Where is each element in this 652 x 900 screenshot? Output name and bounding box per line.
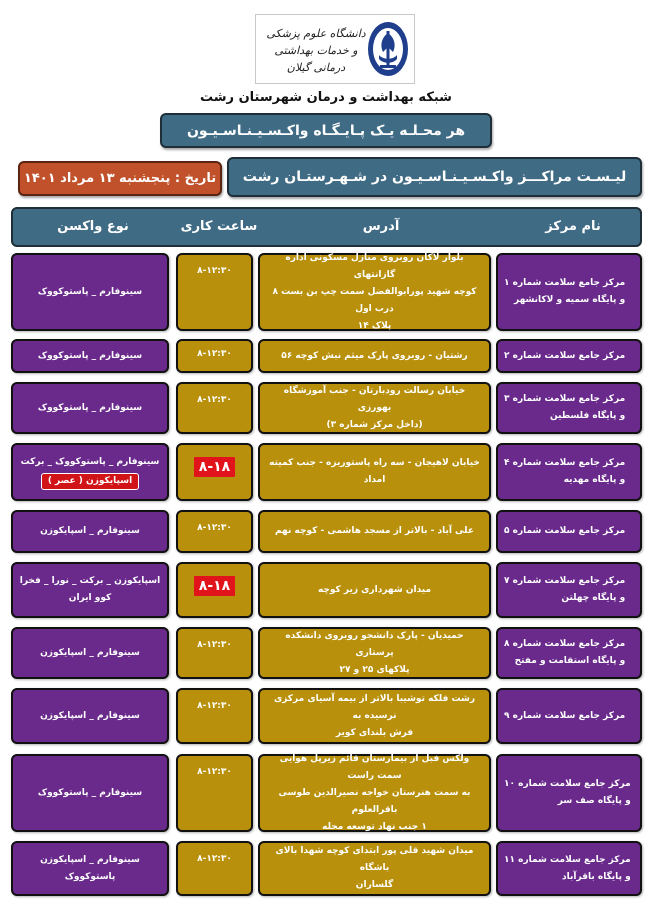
hours-cell: ۸-۱۲:۳۰	[176, 627, 253, 679]
vaccine-cell: سینوفارم _ پاستوکووک	[11, 339, 169, 373]
slogan-banner: هر محـلـه یـک پـایـگـاه واکـسـیـنـاسـیـون	[160, 113, 492, 148]
hours-cell	[176, 443, 253, 501]
vaccine-cell: سینوفارم _ پاستوکووک	[11, 754, 169, 832]
address-cell: رشتیان - روبروی پارک میثم نبش کوچه ۵۶	[258, 339, 491, 373]
hours-cell: ۸-۱۲:۳۰	[176, 382, 253, 434]
column-header-hours: ساعت کاری	[180, 219, 258, 234]
address-cell: میدان شهید قلی پور ابتدای کوچه شهدا بالای باشگاه گلساران	[258, 841, 491, 896]
afternoon-badge: اسپایکوزن ( عصر )	[41, 473, 139, 490]
hours-cell: ۸-۱۲:۳۰	[176, 688, 253, 744]
center-cell: مرکز جامع سلامت شماره ۹	[496, 688, 642, 744]
center-cell: مرکز جامع سلامت شماره ۳ و پایگاه فلسطین	[496, 382, 642, 434]
list-title-banner: لیـسـت مراکـــز واکـسـیـنـاسـیـون در شـهـرستـان رشت	[227, 157, 642, 197]
address-cell: بلوار لاکان روبروی منازل مسکونی اداره گازانتهای کوچه شهید پورابوالفضل سمت چپ بن بست ۸ درب اول پلاک ۱۴	[258, 253, 491, 331]
center-cell: مرکز جامع سلامت شماره ۲	[496, 339, 642, 373]
column-header-address: آدرس	[362, 219, 400, 234]
hours-cell: ۸-۱۲:۳۰	[176, 510, 253, 553]
hours-cell: ۸-۱۲:۳۰	[176, 754, 253, 832]
center-cell: مرکز جامع سلامت شماره ۱ و پایگاه سمیه و لاکانشهر	[496, 253, 642, 331]
university-name: دانشگاه علوم پزشکی و خدمات بهداشتی درمانی گیلان	[266, 27, 366, 74]
center-cell: مرکز جامع سلامت شماره ۱۰ و پایگاه صف سر	[496, 754, 642, 832]
address-cell: میدان شهرداری زیر کوچه	[258, 562, 491, 618]
table-header	[11, 207, 642, 247]
center-cell: مرکز جامع سلامت شماره ۱۱ و پایگاه باقرآباد	[496, 841, 642, 896]
vaccine-cell: سینوفارم _ اسپایکوزن	[11, 510, 169, 553]
address-cell: رشت فلکه توشیبا بالاتر از بیمه آسیای مرکزی نرسیده به فرش بلندای کویر	[258, 688, 491, 744]
vaccine-cell: اسپایکوزن _ برکت _ نورا _ فخرا کوو ایران	[11, 562, 169, 618]
hours-cell	[176, 562, 253, 618]
hours-cell: ۸-۱۲:۳۰	[176, 841, 253, 896]
university-emblem-icon	[366, 19, 410, 79]
center-cell: مرکز جامع سلامت شماره ۴ و پایگاه مهدیه	[496, 443, 642, 501]
column-header-vaccine: نوع واکسن	[57, 219, 129, 234]
vaccine-cell: سینوفارم _ اسپایکوزن	[11, 627, 169, 679]
vaccine-cell: سینوفارم _ پاستوکووک	[11, 382, 169, 434]
header-logo	[255, 14, 415, 84]
address-cell: حمیدیان - پارک دانشجو روبروی دانشکده پرستاری پلاکهای ۲۵ و ۲۷	[258, 627, 491, 679]
extended-hours-badge: ۸-۱۸	[194, 457, 235, 477]
center-cell: مرکز جامع سلامت شماره ۵	[496, 510, 642, 553]
vaccine-cell: سینوفارم _ اسپایکوزن	[11, 688, 169, 744]
address-cell: ولکس فبل از بیمارستان قائم زیرپل هوایی سمت راست به سمت هنرستان خواجه نصیرالدین طوسی باقرالعلوم ۱ جنب نهاد توسعه محله	[258, 754, 491, 832]
vaccine-cell: سینوفارم _ پاستوکووک	[11, 253, 169, 331]
address-cell: علی آباد - بالاتر از مسجد هاشمی - کوچه نهم	[258, 510, 491, 553]
vaccine-cell: سینوفارم _ اسپایکوزن پاستوکووک	[11, 841, 169, 896]
address-cell: خیابان رسالت رودبارتان - جنب آموزشگاه بهورزی (داخل مرکز شماره ۳)	[258, 382, 491, 434]
center-cell: مرکز جامع سلامت شماره ۷ و پایگاه چهلتن	[496, 562, 642, 618]
extended-hours-badge: ۸-۱۸	[194, 576, 235, 596]
vaccine-cell: سینوفارم _ پاستوکووک _ برکت اسپایکوزن ( عصر )	[11, 443, 169, 501]
network-title: شبکه بهداشت و درمان شهرستان رشت	[200, 90, 452, 105]
center-cell: مرکز جامع سلامت شماره ۸ و پایگاه استقامت و مفتح	[496, 627, 642, 679]
address-cell: خیابان لاهیجان - سه راه پاستوریزه - جنب کمیته امداد	[258, 443, 491, 501]
date-badge: تاریخ : پنجشنبه ۱۳ مرداد ۱۴۰۱	[18, 161, 222, 196]
column-header-center: نام مرکز	[545, 219, 601, 234]
hours-cell: ۸-۱۲:۳۰	[176, 253, 253, 331]
hours-cell: ۸-۱۲:۳۰	[176, 339, 253, 373]
